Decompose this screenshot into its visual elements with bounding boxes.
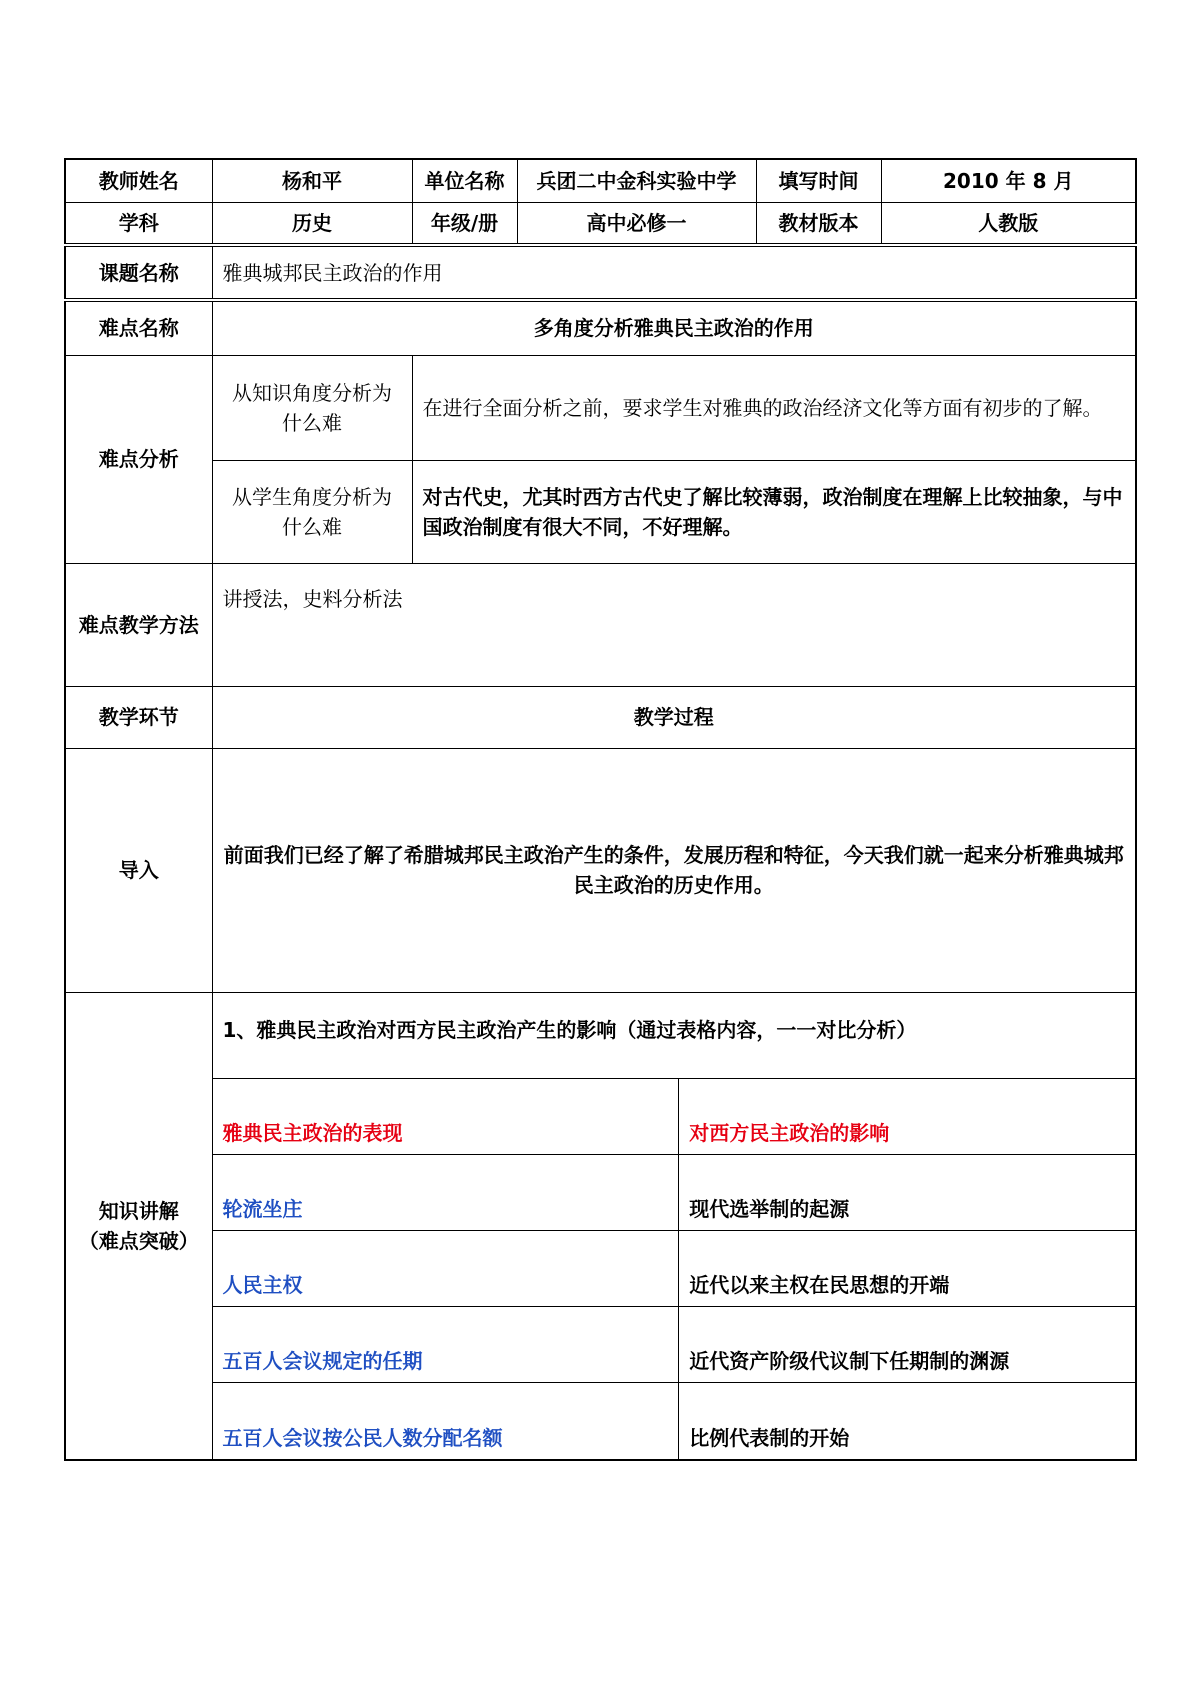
date-value: 2010 年 8 月 [881,159,1136,202]
analysis-row-knowledge [65,355,1136,460]
method-row [65,563,1136,686]
comparison-table [213,993,1136,1459]
row-1-left: 轮流坐庄 [213,1155,679,1231]
difficulty-label: 难点名称 [65,300,212,355]
table-row [213,1307,1136,1383]
knowledge-label-line2: （难点突破） [78,1228,199,1253]
difficulty-value: 多角度分析雅典民主政治的作用 [212,300,1136,355]
intro-row [65,748,1136,992]
student-angle-label: 从学生角度分析为什么难 [212,460,412,563]
process-header-row [65,686,1136,748]
knowledge-angle-label: 从知识角度分析为什么难 [212,355,412,460]
row-3-left: 五百人会议规定的任期 [213,1307,679,1383]
column-right-header: 对西方民主政治的影响 [679,1079,1135,1155]
analysis-row-student [65,460,1136,563]
intro-text: 前面我们已经了解了希腊城邦民主政治产生的条件，发展历程和特征，今天我们就一起来分析雅典城邦民主政治的历史作用。 [212,748,1136,992]
unit-label: 单位名称 [412,159,517,202]
row-2-right: 近代以来主权在民思想的开端 [679,1231,1135,1307]
lesson-plan-table [64,158,1137,1461]
row-3-right: 近代资产阶级代议制下任期制的渊源 [679,1307,1135,1383]
teacher-label: 教师姓名 [65,159,212,202]
knowledge-angle-text: 在进行全面分析之前，要求学生对雅典的政治经济文化等方面有初步的了解。 [412,355,1136,460]
knowledge-label-line1: 知识讲解 [98,1198,179,1223]
comparison-heading-row [213,993,1136,1079]
header-row-2 [65,202,1136,245]
teacher-value: 杨和平 [212,159,412,202]
header-row-1 [65,159,1136,202]
grade-label: 年级/册 [412,202,517,245]
knowledge-row [65,992,1136,1460]
method-label: 难点教学方法 [65,563,212,686]
stage-label: 教学环节 [65,686,212,748]
table-row [213,1231,1136,1307]
comparison-column-row [213,1079,1136,1155]
date-label: 填写时间 [756,159,881,202]
unit-value: 兵团二中金科实验中学 [517,159,756,202]
topic-value: 雅典城邦民主政治的作用 [212,245,1136,300]
knowledge-label [65,992,212,1460]
row-4-right: 比例代表制的开始 [679,1383,1135,1459]
student-angle-text: 对古代史，尤其时西方古代史了解比较薄弱，政治制度在理解上比较抽象，与中国政治制度有很大不同，不好理解。 [412,460,1136,563]
subject-label: 学科 [65,202,212,245]
textbook-value: 人教版 [881,202,1136,245]
comparison-heading: 1、雅典民主政治对西方民主政治产生的影响（通过表格内容，一一对比分析） [213,993,1136,1079]
topic-row [65,245,1136,300]
textbook-label: 教材版本 [756,202,881,245]
row-2-left: 人民主权 [213,1231,679,1307]
intro-label: 导入 [65,748,212,992]
column-left-header: 雅典民主政治的表现 [213,1079,679,1155]
knowledge-content [212,992,1136,1460]
topic-label: 课题名称 [65,245,212,300]
table-row [213,1155,1136,1231]
process-label: 教学过程 [212,686,1136,748]
method-value: 讲授法，史料分析法 [212,563,1136,686]
difficulty-row [65,300,1136,355]
row-4-left: 五百人会议按公民人数分配名额 [213,1383,679,1459]
analysis-label: 难点分析 [65,355,212,563]
table-row [213,1383,1136,1459]
row-1-right: 现代选举制的起源 [679,1155,1135,1231]
subject-value: 历史 [212,202,412,245]
grade-value: 高中必修一 [517,202,756,245]
